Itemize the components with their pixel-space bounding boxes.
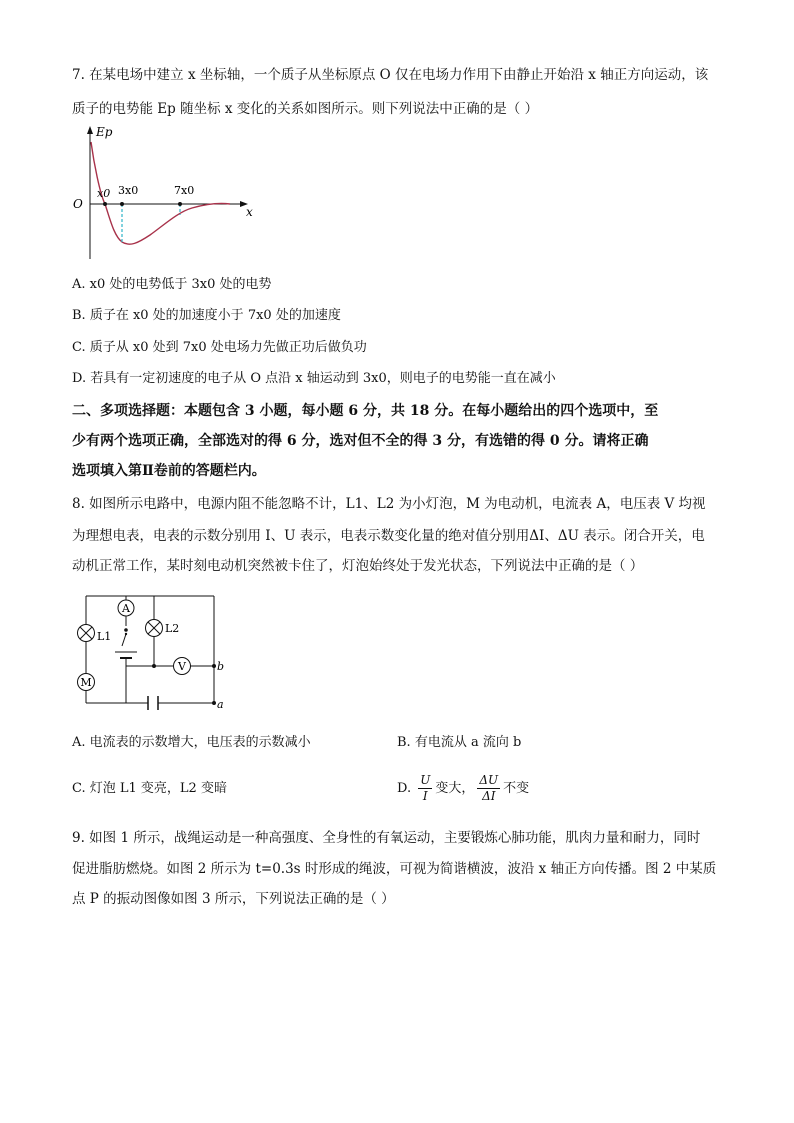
lamp-l2-label: L2	[165, 622, 180, 635]
q8-circuit-diagram	[72, 588, 232, 718]
q8-option-c: C. 灯泡 L1 变亮，L2 变暗	[72, 781, 227, 796]
junction-dot	[152, 664, 156, 668]
switch-contact-top	[124, 628, 128, 632]
q8-stem-line3: 动机正常工作，某时刻电动机突然被卡住了，灯泡始终处于发光状态，下列说法中正确的是（ ）	[72, 558, 644, 574]
motor-symbol	[78, 674, 95, 691]
node-b-label: b	[217, 660, 225, 673]
section2-line1: 二、多项选择题：本题包含 3 小题，每小题 6 分，共 18 分。在每小题给出的四个选项中，至	[72, 403, 659, 419]
q7-stem-line2: 质子的电势能 Ep 随坐标 x 变化的关系如图所示。则下列说法中正确的是（ ）	[72, 101, 539, 117]
node-a-dot	[212, 701, 216, 705]
q8-option-a: A. 电流表的示数增大，电压表的示数减小	[72, 735, 311, 750]
y-axis-arrow	[87, 126, 93, 134]
label-x0: x0	[97, 187, 111, 200]
fraction-u-over-i	[418, 773, 432, 804]
motor-label: M	[80, 676, 92, 689]
ammeter-label: A	[122, 602, 130, 615]
q7-potential-energy-graph	[70, 124, 270, 266]
fraction-i: I	[422, 789, 428, 803]
fraction-u: U	[420, 773, 431, 787]
q8-stem-line2: 为理想电表，电表的示数分别用 I、U 表示，电表示数变化量的绝对值分别用ΔI、ΔU 表示。闭合开关，电	[72, 528, 705, 544]
point-x0	[103, 202, 107, 206]
q8-option-d-prefix: D.	[397, 781, 412, 796]
node-a-label: a	[217, 698, 224, 711]
ep-curve	[91, 142, 230, 244]
q7-option-b: B. 质子在 x0 处的加速度小于 7x0 处的加速度	[72, 308, 341, 323]
voltmeter-label: V	[178, 660, 186, 673]
point-7x0	[178, 202, 182, 206]
label-7x0: 7x0	[174, 184, 195, 197]
label-origin: O	[73, 197, 83, 211]
label-3x0: 3x0	[118, 184, 139, 197]
fraction-du: ΔU	[479, 773, 499, 787]
q7-option-d: D. 若具有一定初速度的电子从 O 点沿 x 轴运动到 3x0，则电子的电势能一直在减小	[72, 371, 556, 386]
label-ep: Ep	[96, 125, 113, 139]
q9-stem-line1: 9. 如图 1 所示，战绳运动是一种高强度、全身性的有氧运动，主要锻炼心肺功能，肌肉力量和耐力，同时	[72, 830, 701, 846]
q9-stem-line3: 点 P 的振动图像如图 3 所示，下列说法正确的是（ ）	[72, 891, 395, 907]
lamp-l2-symbol	[146, 620, 163, 637]
ammeter-symbol	[118, 600, 134, 616]
q7-option-a: A. x0 处的电势低于 3x0 处的电势	[72, 277, 272, 292]
fraction-di: ΔI	[482, 789, 496, 803]
q8-option-b: B. 有电流从 a 流向 b	[397, 735, 522, 750]
q8-option-d	[397, 766, 529, 812]
section2-line2: 少有两个选项正确，全部选对的得 6 分，选对但不全的得 3 分，有选错的得 0 分。请将正确	[72, 433, 649, 449]
q8-stem-line1: 8. 如图所示电路中，电源内阻不能忽略不计，L1、L2 为小灯泡，M 为电动机，电流表 A，电压表 V 均视	[72, 496, 706, 512]
label-x: x	[246, 205, 253, 219]
lamp-l1-label: L1	[97, 630, 112, 643]
point-3x0	[120, 202, 124, 206]
fraction-du-over-di	[477, 773, 500, 804]
node-b-dot	[212, 664, 216, 668]
section2-line3: 选项填入第Ⅱ卷前的答题栏内。	[72, 463, 266, 479]
q8-option-d-mid: 变大，	[435, 781, 475, 796]
switch-pivot	[125, 633, 127, 635]
lamp-l1-symbol	[78, 625, 95, 642]
q9-stem-line2: 促进脂肪燃烧。如图 2 所示为 t=0.3s 时形成的绳波，可视为简谐横波，波沿 x 轴正方向传播。图 2 中某质	[72, 861, 717, 877]
q7-option-c: C. 质子从 x0 处到 7x0 处电场力先做正功后做负功	[72, 340, 367, 355]
q8-option-d-suffix: 不变	[503, 781, 530, 796]
switch-blade	[122, 634, 126, 646]
voltmeter-symbol	[174, 658, 191, 675]
q7-stem-line1: 7. 在某电场中建立 x 坐标轴，一个质子从坐标原点 O 仅在电场力作用下由静止开始沿 x 轴正方向运动，该	[72, 67, 709, 83]
